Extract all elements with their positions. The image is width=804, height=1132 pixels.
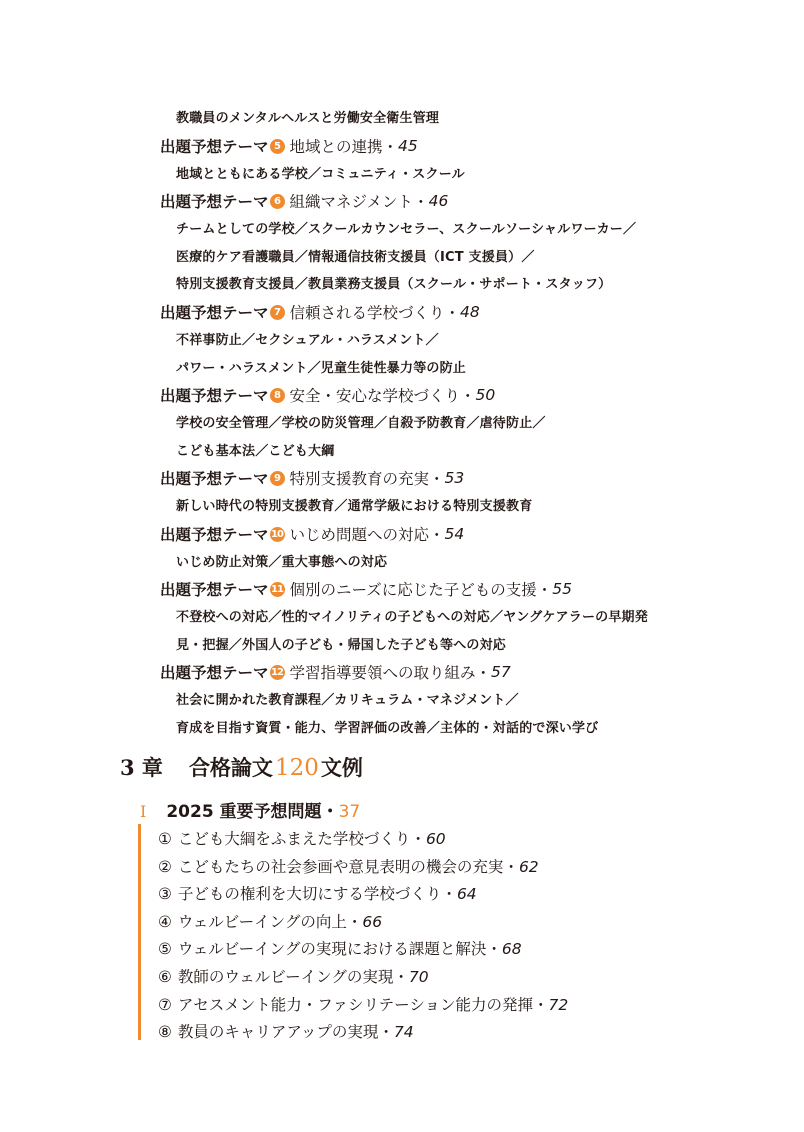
theme-title: 特別支援教育の充実 — [289, 470, 430, 488]
toc-subtopics: チームとしての学校／スクールカウンセラー、スクールソーシャルワーカー／ — [176, 222, 637, 237]
page-number: 54 — [444, 525, 465, 543]
item-title: ウェルビーイングの実現における課題と解決 — [177, 940, 487, 958]
toc-subtopics: 社会に開かれた教育課程／カリキュラム・マネジメント／ — [176, 693, 519, 708]
theme-label: 出題予想テーマ — [160, 138, 269, 156]
page-number: 68 — [501, 940, 522, 958]
item-title: こどもたちの社会参画や意見表明の機会の充実 — [177, 858, 504, 876]
theme-number-badge: 11 — [271, 583, 283, 595]
page-number: 62 — [518, 858, 539, 876]
theme-number-badge: 8 — [270, 388, 285, 403]
toc-theme-7: 出題予想テーマ 7 信頼される学校づくり ・ 48 — [160, 303, 480, 322]
toc-theme-8: 出題予想テーマ 8 安全・安心な学校づくり ・ 50 — [160, 386, 496, 405]
theme-label: 出題予想テーマ — [160, 387, 269, 405]
toc-subtopics: こども基本法／こども大綱 — [176, 444, 335, 459]
page-number: 55 — [552, 580, 572, 598]
item-title: アセスメント能力・ファシリテーション能力の発揮 — [177, 996, 534, 1014]
page-number: 66 — [362, 913, 383, 931]
theme-title: 信頼される学校づくり — [289, 304, 445, 322]
section-heading: I 2025 重要予想問題・37 — [140, 802, 361, 822]
page-number: 64 — [456, 885, 477, 903]
theme-title: 学習指導要領への取り組み — [289, 664, 476, 682]
item-title: こども大綱をふまえた学校づくり — [177, 830, 411, 848]
toc-theme-12: 出題予想テーマ 12 学習指導要領への取り組み ・ 57 — [160, 663, 511, 682]
page-number: 46 — [428, 192, 449, 210]
item-number: ⑥ — [158, 968, 172, 986]
toc-subtopics: 不登校への対応／性的マイノリティの子どもへの対応／ヤングケアラーの早期発 — [176, 610, 648, 625]
page-number: 72 — [548, 996, 569, 1014]
page-number: 50 — [475, 386, 496, 404]
theme-number-badge: 6 — [270, 194, 285, 209]
item-number: ④ — [158, 913, 172, 931]
list-item: ② こどもたちの社会参画や意見表明の機会の充実・62 — [158, 858, 539, 876]
chapter-count: 120 — [274, 755, 319, 781]
theme-label: 出題予想テーマ — [160, 581, 269, 599]
list-item: ⑦ アセスメント能力・ファシリテーション能力の発揮・72 — [158, 996, 569, 1014]
page-number: 53 — [444, 469, 465, 487]
item-number: ⑦ — [158, 996, 172, 1014]
page-number: 70 — [408, 968, 429, 986]
item-number: ② — [158, 858, 172, 876]
item-number: ⑧ — [158, 1023, 172, 1041]
toc-subtopics: 育成を目指す資質・能力、学習評価の改善／主体的・対話的で深い学び — [176, 721, 599, 736]
theme-number-badge: 5 — [270, 139, 285, 154]
list-item: ⑧ 教員のキャリアアップの実現・74 — [158, 1023, 414, 1041]
chapter-title-post: 文例 — [320, 755, 363, 780]
theme-title: いじめ問題への対応 — [289, 526, 430, 544]
toc-subtopics: 特別支援教育支援員／教員業務支援員（スクール・サポート・スタッフ） — [176, 277, 612, 292]
list-item: ⑤ ウェルビーイングの実現における課題と解決・68 — [158, 940, 522, 958]
theme-title: 組織マネジメント — [289, 193, 414, 211]
toc-subtopics: 地域とともにある学校／コミュニティ・スクール — [176, 167, 465, 182]
theme-title: 安全・安心な学校づくり — [289, 387, 461, 405]
page-number: 45 — [398, 137, 418, 155]
chapter-heading — [120, 752, 363, 782]
item-number: ⑤ — [158, 940, 172, 958]
item-title: ウェルビーイングの向上 — [177, 913, 347, 931]
theme-label: 出題予想テーマ — [160, 526, 269, 544]
toc-subtopics: 不祥事防止／セクシュアル・ハラスメント／ — [176, 333, 439, 348]
toc-subtopics: 新しい時代の特別支援教育／通常学級における特別支援教育 — [176, 499, 533, 514]
chapter-number: 3 章 — [120, 755, 163, 780]
page-number: 60 — [425, 830, 446, 848]
toc-theme-5: 出題予想テーマ 5 地域との連携 ・ 45 — [160, 137, 418, 156]
section-accent-bar — [138, 824, 141, 1040]
toc-subtopics: 医療的ケア看護職員／情報通信技術支援員（ICT 支援員）／ — [176, 250, 535, 265]
list-item: ④ ウェルビーイングの向上・66 — [158, 913, 383, 931]
toc-subtopics: 学校の安全管理／学校の防災管理／自殺予防教育／虐待防止／ — [176, 416, 546, 431]
toc-theme-9: 出題予想テーマ 9 特別支援教育の充実 ・ 53 — [160, 469, 465, 488]
theme-number-badge: 12 — [271, 666, 283, 678]
toc-subtopics: いじめ防止対策／重大事態への対応 — [176, 555, 388, 570]
list-item: ① こども大綱をふまえた学校づくり・60 — [158, 830, 446, 848]
toc-subtopics: パワー・ハラスメント／児童生徒性暴力等の防止 — [176, 361, 467, 376]
section-title: 2025 重要予想問題 — [166, 802, 322, 822]
toc-subtopics: 教職員のメンタルヘルスと労働安全衛生管理 — [176, 111, 440, 126]
toc-theme-6: 出題予想テーマ 6 組織マネジメント ・ 46 — [160, 192, 449, 211]
theme-title: 個別のニーズに応じた子どもの支援 — [289, 581, 537, 599]
theme-label: 出題予想テーマ — [160, 193, 269, 211]
section-roman-numeral: I — [140, 802, 147, 821]
theme-number-badge: 9 — [270, 471, 285, 486]
item-title: 教員のキャリアアップの実現 — [177, 1023, 379, 1041]
page-number: 57 — [491, 663, 511, 681]
theme-title: 地域との連携 — [289, 138, 383, 156]
item-title: 教師のウェルビーイングの実現 — [177, 968, 394, 986]
item-number: ① — [158, 830, 172, 848]
theme-label: 出題予想テーマ — [160, 470, 269, 488]
toc-theme-10: 出題予想テーマ 10 いじめ問題への対応 ・ 54 — [160, 525, 465, 544]
item-number: ③ — [158, 885, 172, 903]
page-number: 48 — [460, 303, 480, 321]
toc-subtopics: 見・把握／外国人の子ども・帰国した子ども等への対応 — [176, 638, 507, 653]
list-item: ⑥ 教師のウェルビーイングの実現・70 — [158, 968, 429, 986]
theme-label: 出題予想テーマ — [160, 664, 269, 682]
list-item: ③ 子どもの権利を大切にする学校づくり・64 — [158, 885, 477, 903]
item-title: 子どもの権利を大切にする学校づくり — [177, 885, 442, 903]
theme-number-badge: 7 — [270, 305, 285, 320]
chapter-title-pre: 合格論文 — [188, 755, 273, 780]
page-number: 74 — [393, 1023, 414, 1041]
section-page: 37 — [338, 802, 361, 822]
theme-label: 出題予想テーマ — [160, 304, 269, 322]
toc-theme-11: 出題予想テーマ 11 個別のニーズに応じた子どもの支援 ・ 55 — [160, 580, 572, 599]
theme-number-badge: 10 — [271, 528, 283, 540]
